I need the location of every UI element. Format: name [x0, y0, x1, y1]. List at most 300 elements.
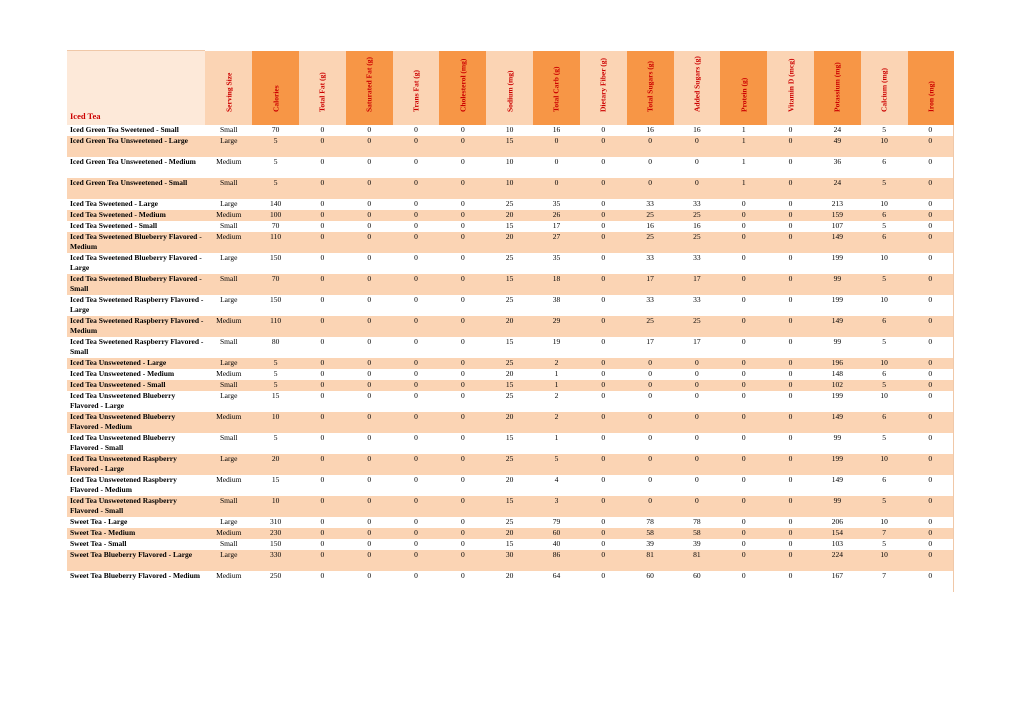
table-cell: 0 — [788, 157, 793, 166]
table-cell: 0 — [460, 412, 465, 421]
table-cell: 80 — [271, 337, 280, 346]
table-cell: 0 — [320, 125, 325, 134]
table-cell: 0 — [414, 369, 418, 378]
table-cell: 10 — [880, 199, 888, 208]
table-row — [67, 157, 954, 178]
table-cell: 0 — [367, 391, 372, 400]
table-cell: 0 — [695, 454, 699, 463]
table-cell: 5 — [882, 380, 887, 389]
table-cell: 40 — [552, 539, 561, 548]
column-header — [627, 51, 674, 126]
table-row — [67, 475, 954, 496]
table-cell: 0 — [741, 210, 746, 219]
table-cell: 0 — [367, 539, 372, 548]
table-cell: 0 — [695, 380, 699, 389]
table-cell: 0 — [928, 232, 933, 241]
table-cell: 70 — [271, 125, 280, 134]
item-name: Iced Tea Unsweetened - Medium — [70, 369, 175, 378]
table-cell: 25 — [505, 295, 514, 304]
table-cell: 0 — [741, 528, 746, 537]
header-row — [67, 51, 954, 126]
table-cell: 6 — [882, 475, 887, 484]
table-row — [67, 125, 954, 136]
table-cell: 150 — [269, 295, 282, 304]
table-cell: 0 — [414, 337, 418, 346]
table-cell: 0 — [460, 391, 465, 400]
table-cell: 10 — [880, 517, 888, 526]
item-name: Iced Tea Unsweetened Raspberry Flavored - Medium — [70, 475, 177, 494]
column-header-label: Trans Fat (g) — [411, 70, 421, 112]
table-cell: 0 — [788, 539, 793, 548]
table-row — [67, 136, 954, 157]
table-cell: 110 — [270, 316, 282, 325]
table-cell: 0 — [320, 253, 325, 262]
table-cell: 99 — [833, 337, 842, 346]
table-cell: 0 — [601, 232, 606, 241]
table-cell: 0 — [741, 274, 746, 283]
table-cell: 0 — [320, 178, 325, 187]
table-row — [67, 496, 954, 517]
table-cell: 19 — [552, 337, 561, 346]
table-cell: 330 — [269, 550, 282, 559]
table-cell: 100 — [269, 210, 282, 219]
item-name: Iced Tea Sweetened - Small — [70, 221, 158, 230]
table-cell: 0 — [695, 433, 699, 442]
column-header — [346, 51, 393, 126]
table-cell: 213 — [831, 199, 843, 208]
item-name: Iced Tea Unsweetened - Small — [70, 380, 166, 389]
column-header — [252, 51, 299, 126]
column-header — [580, 51, 627, 126]
table-cell: 0 — [414, 210, 418, 219]
table-cell: 5 — [882, 274, 887, 283]
table-cell: 0 — [414, 454, 418, 463]
table-cell: 10 — [271, 412, 280, 421]
table-cell: 0 — [414, 517, 418, 526]
table-cell: 0 — [788, 571, 793, 580]
table-cell: 27 — [552, 232, 561, 241]
table-cell: 0 — [367, 210, 372, 219]
table-cell: 20 — [505, 316, 514, 325]
table-cell: 0 — [601, 391, 606, 400]
item-name: Iced Tea Sweetened - Large — [70, 199, 158, 208]
table-cell: 10 — [505, 125, 514, 134]
table-row — [67, 539, 954, 550]
table-cell: 0 — [367, 136, 372, 145]
table-cell: 149 — [831, 316, 843, 325]
table-row — [67, 550, 954, 571]
table-cell: 0 — [414, 475, 418, 484]
table-cell: 0 — [320, 528, 325, 537]
table-cell: 0 — [414, 550, 418, 559]
table-cell: 0 — [460, 295, 465, 304]
table-cell: Large — [220, 517, 238, 526]
table-cell: 1 — [741, 178, 746, 187]
table-cell: 0 — [601, 475, 606, 484]
table-cell: 6 — [882, 210, 887, 219]
table-cell: 0 — [414, 232, 418, 241]
table-cell: 0 — [320, 337, 325, 346]
table-cell: 0 — [788, 454, 793, 463]
table-cell: 0 — [648, 178, 652, 187]
table-cell: 0 — [367, 412, 372, 421]
table-cell: 0 — [928, 412, 933, 421]
table-cell: 107 — [831, 221, 843, 230]
table-cell: 0 — [648, 369, 652, 378]
table-cell: 0 — [320, 550, 325, 559]
table-cell: 0 — [414, 178, 418, 187]
table-cell: 26 — [552, 210, 561, 219]
table-cell: 0 — [695, 358, 699, 367]
table-cell: 60 — [552, 528, 561, 537]
table-cell: 35 — [552, 253, 561, 262]
table-cell: 0 — [367, 358, 372, 367]
table-cell: 86 — [552, 550, 561, 559]
table-cell: 0 — [320, 274, 325, 283]
table-cell: 0 — [367, 550, 372, 559]
table-cell: 0 — [601, 210, 606, 219]
table-cell: 0 — [648, 391, 652, 400]
item-name: Iced Tea Sweetened Raspberry Flavored - Medium — [70, 316, 204, 335]
table-cell: 0 — [601, 157, 606, 166]
table-cell: Small — [220, 539, 238, 548]
table-cell: 0 — [320, 295, 325, 304]
table-cell: 0 — [414, 125, 418, 134]
table-cell: 35 — [552, 199, 561, 208]
table-cell: 0 — [320, 358, 325, 367]
table-cell: 199 — [831, 295, 843, 304]
table-title: Iced Tea — [67, 51, 205, 126]
table-cell: 0 — [460, 210, 465, 219]
column-header-label: Dietary Fiber (g) — [598, 57, 608, 112]
table-cell: 0 — [788, 232, 793, 241]
table-cell: 0 — [928, 528, 933, 537]
table-cell: 0 — [788, 125, 793, 134]
item-name: Iced Tea Sweetened - Medium — [70, 210, 166, 219]
column-header-label: Saturated Fat (g) — [364, 57, 374, 112]
table-cell: 16 — [646, 221, 654, 230]
table-cell: 5 — [273, 178, 278, 187]
table-cell: 150 — [269, 253, 282, 262]
table-cell: 0 — [788, 337, 793, 346]
item-name: Iced Tea Sweetened Blueberry Flavored - Small — [70, 274, 202, 293]
table-cell: 0 — [367, 221, 372, 230]
table-cell: 0 — [414, 496, 418, 505]
column-header — [720, 51, 767, 126]
table-cell: 0 — [928, 571, 933, 580]
table-row — [67, 433, 954, 454]
table-cell: 0 — [928, 274, 933, 283]
table-cell: 0 — [928, 337, 933, 346]
table-cell: Large — [220, 550, 238, 559]
table-cell: 0 — [414, 316, 418, 325]
column-header-label: Added Sugars (g) — [692, 56, 702, 112]
table-cell: 0 — [601, 178, 606, 187]
table-cell: 6 — [882, 412, 887, 421]
table-cell: 0 — [601, 358, 606, 367]
table-cell: 150 — [269, 539, 282, 548]
table-cell: 0 — [741, 517, 746, 526]
table-cell: 25 — [646, 316, 654, 325]
table-cell: 0 — [460, 539, 465, 548]
table-cell: 17 — [646, 274, 654, 283]
table-cell: 206 — [831, 517, 843, 526]
table-cell: 0 — [601, 125, 606, 134]
table-cell: Medium — [216, 157, 242, 166]
table-cell: 60 — [646, 571, 654, 580]
table-cell: 0 — [460, 337, 465, 346]
table-cell: 0 — [414, 136, 418, 145]
item-name: Iced Tea Sweetened Blueberry Flavored - Large — [70, 253, 202, 272]
table-cell: 2 — [554, 358, 559, 367]
table-cell: 17 — [552, 221, 561, 230]
table-row — [67, 221, 954, 232]
table-cell: 0 — [695, 496, 699, 505]
table-cell: 0 — [320, 475, 325, 484]
table-cell: 10 — [880, 136, 888, 145]
table-cell: 5 — [882, 221, 887, 230]
column-header — [767, 51, 814, 126]
table-cell: 0 — [367, 232, 372, 241]
table-cell: 0 — [367, 369, 372, 378]
table-cell: 0 — [554, 157, 559, 166]
table-cell: Large — [220, 136, 238, 145]
table-cell: 103 — [831, 539, 843, 548]
table-cell: 0 — [320, 232, 325, 241]
table-cell: 0 — [601, 337, 606, 346]
table-cell: 0 — [788, 433, 793, 442]
table-cell: 0 — [648, 496, 652, 505]
table-row — [67, 232, 954, 253]
table-cell: 1 — [554, 380, 559, 389]
column-header — [674, 51, 721, 126]
table-cell: 0 — [788, 253, 793, 262]
table-cell: 0 — [788, 274, 793, 283]
item-name: Iced Green Tea Unsweetened - Small — [70, 178, 188, 187]
table-cell: 0 — [414, 157, 418, 166]
table-cell: 33 — [693, 199, 701, 208]
table-cell: 79 — [552, 517, 561, 526]
item-name: Iced Green Tea Unsweetened - Medium — [70, 157, 196, 166]
table-cell: 0 — [741, 391, 746, 400]
table-cell: 0 — [414, 274, 418, 283]
table-cell: 10 — [880, 454, 888, 463]
table-cell: 0 — [741, 496, 746, 505]
table-cell: 20 — [505, 369, 514, 378]
column-header-label: Total Sugars (g) — [645, 61, 655, 112]
table-cell: 10 — [271, 496, 280, 505]
column-header-label: Vitamin D (mcg) — [786, 58, 796, 112]
item-name: Iced Tea Unsweetened Blueberry Flavored - Small — [70, 433, 176, 452]
table-cell: 0 — [741, 199, 746, 208]
table-cell: 0 — [741, 369, 746, 378]
table-cell: 149 — [831, 232, 843, 241]
table-cell: 230 — [269, 528, 282, 537]
table-cell: 0 — [928, 433, 933, 442]
table-row — [67, 178, 954, 199]
table-cell: 0 — [741, 232, 746, 241]
table-cell: 5 — [882, 496, 887, 505]
table-cell: 0 — [928, 157, 933, 166]
table-cell: Large — [220, 253, 238, 262]
table-cell: 10 — [505, 157, 514, 166]
table-cell: 0 — [601, 539, 606, 548]
table-cell: 39 — [646, 539, 654, 548]
table-cell: 0 — [414, 253, 418, 262]
table-cell: 58 — [646, 528, 654, 537]
table-cell: Small — [220, 274, 238, 283]
table-cell: 0 — [367, 157, 372, 166]
column-header — [205, 51, 252, 126]
table-cell: 15 — [505, 539, 514, 548]
table-cell: 0 — [414, 358, 418, 367]
table-cell: Large — [220, 454, 238, 463]
table-cell: 5 — [273, 433, 278, 442]
table-cell: Small — [220, 496, 238, 505]
table-cell: 0 — [928, 454, 933, 463]
table-cell: 64 — [552, 571, 561, 580]
table-cell: 0 — [601, 550, 606, 559]
table-cell: 0 — [741, 475, 746, 484]
table-cell: 5 — [882, 178, 887, 187]
table-cell: 20 — [505, 571, 514, 580]
table-cell: 0 — [928, 380, 933, 389]
table-cell: 5 — [273, 380, 278, 389]
table-cell: 0 — [601, 316, 606, 325]
table-cell: 0 — [741, 539, 746, 548]
table-cell: 1 — [554, 369, 559, 378]
table-cell: 148 — [831, 369, 843, 378]
table-cell: 0 — [928, 517, 933, 526]
table-cell: 0 — [460, 454, 465, 463]
table-cell: 0 — [741, 316, 746, 325]
table-row — [67, 391, 954, 412]
table-cell: 10 — [880, 253, 888, 262]
table-cell: 25 — [505, 358, 514, 367]
table-cell: 0 — [460, 571, 465, 580]
table-cell: 6 — [882, 157, 887, 166]
column-header — [486, 51, 533, 126]
table-cell: 0 — [414, 380, 418, 389]
table-cell: 224 — [831, 550, 843, 559]
table-cell: Medium — [216, 232, 242, 241]
table-cell: 0 — [320, 412, 325, 421]
table-cell: 15 — [505, 337, 514, 346]
table-cell: 149 — [831, 412, 843, 421]
table-cell: 0 — [741, 412, 746, 421]
item-name: Sweet Tea - Large — [70, 517, 128, 526]
table-cell: 99 — [833, 496, 842, 505]
table-cell: 0 — [460, 157, 465, 166]
table-cell: 0 — [788, 210, 793, 219]
table-cell: 0 — [320, 136, 325, 145]
table-cell: 0 — [648, 380, 652, 389]
table-cell: 39 — [693, 539, 701, 548]
column-header — [814, 51, 861, 126]
table-cell: 0 — [928, 391, 933, 400]
table-row — [67, 517, 954, 528]
table-cell: Small — [220, 178, 238, 187]
table-cell: 0 — [460, 380, 465, 389]
column-header-label: Total Carb (g) — [551, 66, 561, 112]
table-cell: 0 — [601, 136, 606, 145]
table-cell: 17 — [646, 337, 654, 346]
column-header-label: Iron (mg) — [926, 81, 936, 112]
table-cell: 20 — [505, 528, 514, 537]
table-cell: Large — [220, 358, 238, 367]
table-cell: 0 — [414, 539, 418, 548]
table-cell: 0 — [928, 550, 933, 559]
table-cell: 33 — [646, 295, 654, 304]
table-cell: 6 — [882, 316, 887, 325]
table-cell: 25 — [505, 253, 514, 262]
table-cell: 15 — [505, 136, 514, 145]
table-cell: 0 — [460, 125, 465, 134]
table-cell: 0 — [788, 475, 793, 484]
table-cell: 6 — [882, 369, 887, 378]
table-cell: 0 — [460, 274, 465, 283]
table-cell: 5 — [554, 454, 559, 463]
table-cell: 0 — [648, 412, 652, 421]
table-cell: 0 — [367, 571, 372, 580]
table-cell: 58 — [693, 528, 701, 537]
table-cell: 149 — [831, 475, 843, 484]
table-cell: 0 — [741, 571, 746, 580]
table-cell: 38 — [552, 295, 561, 304]
table-cell: 0 — [367, 316, 372, 325]
table-cell: Large — [220, 199, 238, 208]
table-cell: 0 — [320, 571, 325, 580]
table-cell: 17 — [693, 337, 701, 346]
table-cell: 0 — [601, 253, 606, 262]
table-cell: 0 — [928, 125, 933, 134]
item-name: Iced Tea Unsweetened Blueberry Flavored - Medium — [70, 412, 176, 431]
item-name: Iced Tea Sweetened Raspberry Flavored - Small — [70, 337, 204, 356]
table-cell: 199 — [831, 253, 843, 262]
table-cell: 0 — [460, 496, 465, 505]
column-header-label: Calcium (mg) — [879, 68, 889, 112]
table-row — [67, 316, 954, 337]
table-cell: 0 — [788, 391, 793, 400]
table-cell: 0 — [601, 517, 606, 526]
table-cell: 0 — [460, 232, 465, 241]
table-cell: 0 — [320, 369, 325, 378]
table-cell: 0 — [601, 221, 606, 230]
table-cell: Large — [220, 391, 238, 400]
table-cell: Medium — [216, 475, 242, 484]
table-cell: 0 — [741, 337, 746, 346]
table-cell: 0 — [741, 295, 746, 304]
table-cell: 0 — [414, 412, 418, 421]
table-cell: 0 — [788, 517, 793, 526]
table-cell: 60 — [693, 571, 701, 580]
item-name: Iced Tea Sweetened Blueberry Flavored - Medium — [70, 232, 202, 251]
table-cell: 99 — [833, 433, 842, 442]
table-cell: 1 — [554, 433, 559, 442]
table-cell: 0 — [788, 316, 793, 325]
table-cell: 0 — [367, 295, 372, 304]
item-name: Sweet Tea - Small — [70, 539, 127, 548]
table-cell: 0 — [928, 475, 933, 484]
table-cell: 5 — [273, 369, 278, 378]
table-cell: 0 — [741, 454, 746, 463]
table-cell: 15 — [505, 496, 514, 505]
table-cell: 24 — [833, 178, 842, 187]
table-cell: 99 — [833, 274, 842, 283]
table-cell: 0 — [601, 412, 606, 421]
table-cell: 15 — [505, 433, 514, 442]
table-cell: 0 — [601, 199, 606, 208]
